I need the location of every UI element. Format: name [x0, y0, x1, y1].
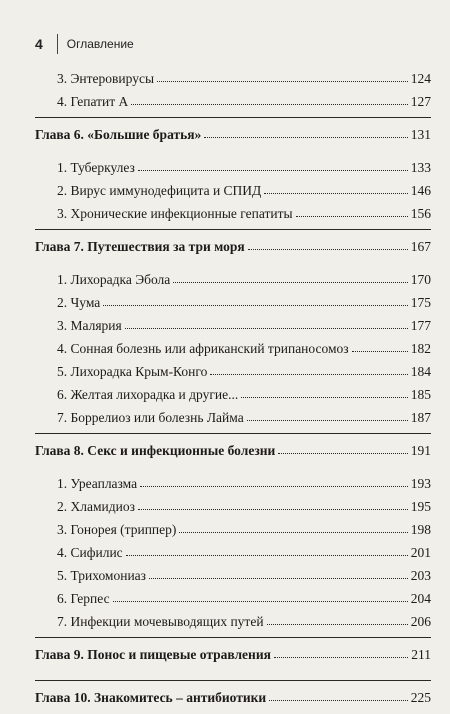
dot-leader [138, 170, 408, 171]
dot-leader [149, 578, 408, 579]
toc-page-number: 156 [410, 205, 431, 221]
dot-leader [352, 351, 408, 352]
dot-leader [179, 532, 407, 533]
dot-leader [241, 397, 408, 398]
toc-page-number: 170 [410, 271, 431, 287]
toc-title: Глава 10. Знакомитесь – антибиотики [35, 689, 267, 705]
toc-entry[interactable] [35, 85, 431, 108]
toc-title: 1. Уреаплазма [57, 475, 138, 491]
dot-leader [138, 509, 408, 510]
toc-title: 7. Боррелиоз или болезнь Лайма [57, 409, 244, 425]
toc-entry[interactable] [35, 513, 431, 536]
dot-leader [126, 555, 408, 556]
toc-title: 2. Вирус иммунодефицита и СПИД [57, 182, 262, 198]
toc-page-number: 191 [410, 442, 431, 458]
running-title: Оглавление [66, 37, 134, 51]
toc-entry[interactable] [35, 490, 431, 513]
dot-leader [264, 193, 407, 194]
toc-entry[interactable] [35, 605, 431, 628]
dot-leader [210, 374, 407, 375]
toc-entry[interactable] [35, 62, 431, 85]
toc-page-number: 124 [410, 70, 431, 86]
dot-leader [248, 249, 408, 250]
toc-title: 2. Чума [57, 294, 101, 310]
toc-page-number: 175 [410, 294, 431, 310]
dot-leader [278, 453, 407, 454]
toc-title: Глава 8. Секс и инфекционные болезни [35, 442, 276, 458]
toc-title: 6. Герпес [57, 590, 110, 606]
toc-entry[interactable] [35, 582, 431, 605]
dot-leader [125, 328, 408, 329]
dot-leader [103, 305, 407, 306]
toc-title: 4. Гепатит А [57, 93, 129, 109]
toc-page-number: 184 [410, 363, 431, 379]
toc-title: Глава 6. «Большие братья» [35, 126, 202, 142]
toc-entry[interactable] [35, 263, 431, 286]
toc-page-number: 177 [410, 317, 431, 333]
toc-title: 6. Желтая лихорадка и другие... [57, 386, 239, 402]
toc-entry[interactable] [35, 401, 431, 424]
toc-page-number: 146 [410, 182, 431, 198]
toc-page-number: 133 [410, 159, 431, 175]
toc-chapter[interactable] [35, 638, 431, 661]
toc-title: 3. Гонорея (триппер) [57, 521, 177, 537]
page-header [35, 34, 134, 54]
toc-entry[interactable] [35, 467, 431, 490]
dot-leader [140, 486, 408, 487]
toc-page-number: 225 [410, 689, 431, 705]
toc-title: 4. Сонная болезнь или африканский трипаносомоз [57, 340, 349, 356]
table-of-contents [35, 62, 431, 714]
dot-leader [204, 137, 407, 138]
toc-title: 7. Инфекции мочевыводящих путей [57, 613, 264, 629]
header-divider [57, 34, 58, 54]
toc-entry[interactable] [35, 536, 431, 559]
toc-page-number: 185 [410, 386, 431, 402]
dot-leader [131, 104, 407, 105]
dot-leader [247, 420, 408, 421]
toc-page-number: 211 [411, 646, 431, 662]
toc-title: 1. Лихорадка Эбола [57, 271, 171, 287]
toc-chapter[interactable] [35, 434, 431, 457]
toc-entry[interactable] [35, 355, 431, 378]
toc-page-number: 203 [410, 567, 431, 583]
dot-leader [173, 282, 407, 283]
toc-page-number: 198 [410, 521, 431, 537]
toc-page-number: 201 [410, 544, 431, 560]
toc-page-number: 167 [410, 238, 431, 254]
toc-page-number: 195 [410, 498, 431, 514]
toc-title: 2. Хламидиоз [57, 498, 135, 514]
toc-entry[interactable] [35, 174, 431, 197]
toc-chapter[interactable] [35, 118, 431, 141]
toc-page-number: 131 [410, 126, 431, 142]
toc-entry[interactable] [35, 309, 431, 332]
toc-title: 5. Лихорадка Крым-Конго [57, 363, 208, 379]
dot-leader [113, 601, 408, 602]
dot-leader [157, 81, 408, 82]
dot-leader [267, 624, 408, 625]
toc-title: Глава 9. Понос и пищевые отравления [35, 646, 271, 662]
toc-entry[interactable] [35, 197, 431, 220]
toc-entry[interactable] [35, 286, 431, 309]
toc-page-number: 206 [410, 613, 431, 629]
toc-page-number: 204 [410, 590, 431, 606]
toc-chapter[interactable] [35, 230, 431, 253]
dot-leader [296, 216, 408, 217]
toc-title: 3. Малярия [57, 317, 122, 333]
toc-title: 5. Трихомониаз [57, 567, 147, 583]
toc-page-number: 127 [410, 93, 431, 109]
toc-entry[interactable] [35, 378, 431, 401]
page-number: 4 [35, 36, 43, 52]
dot-leader [269, 700, 408, 701]
toc-page-number: 187 [410, 409, 431, 425]
dot-leader [274, 657, 408, 658]
toc-page-number: 193 [410, 475, 431, 491]
toc-title: 3. Энтеровирусы [57, 70, 155, 86]
toc-title: 4. Сифилис [57, 544, 123, 560]
toc-entry[interactable] [35, 332, 431, 355]
toc-entry[interactable] [35, 559, 431, 582]
toc-entry[interactable] [35, 151, 431, 174]
toc-chapter[interactable] [35, 681, 431, 704]
toc-title: Глава 7. Путешествия за три моря [35, 238, 245, 254]
toc-title: 1. Туберкулез [57, 159, 135, 175]
toc-title: 3. Хронические инфекционные гепатиты [57, 205, 293, 221]
toc-page-number: 182 [410, 340, 431, 356]
